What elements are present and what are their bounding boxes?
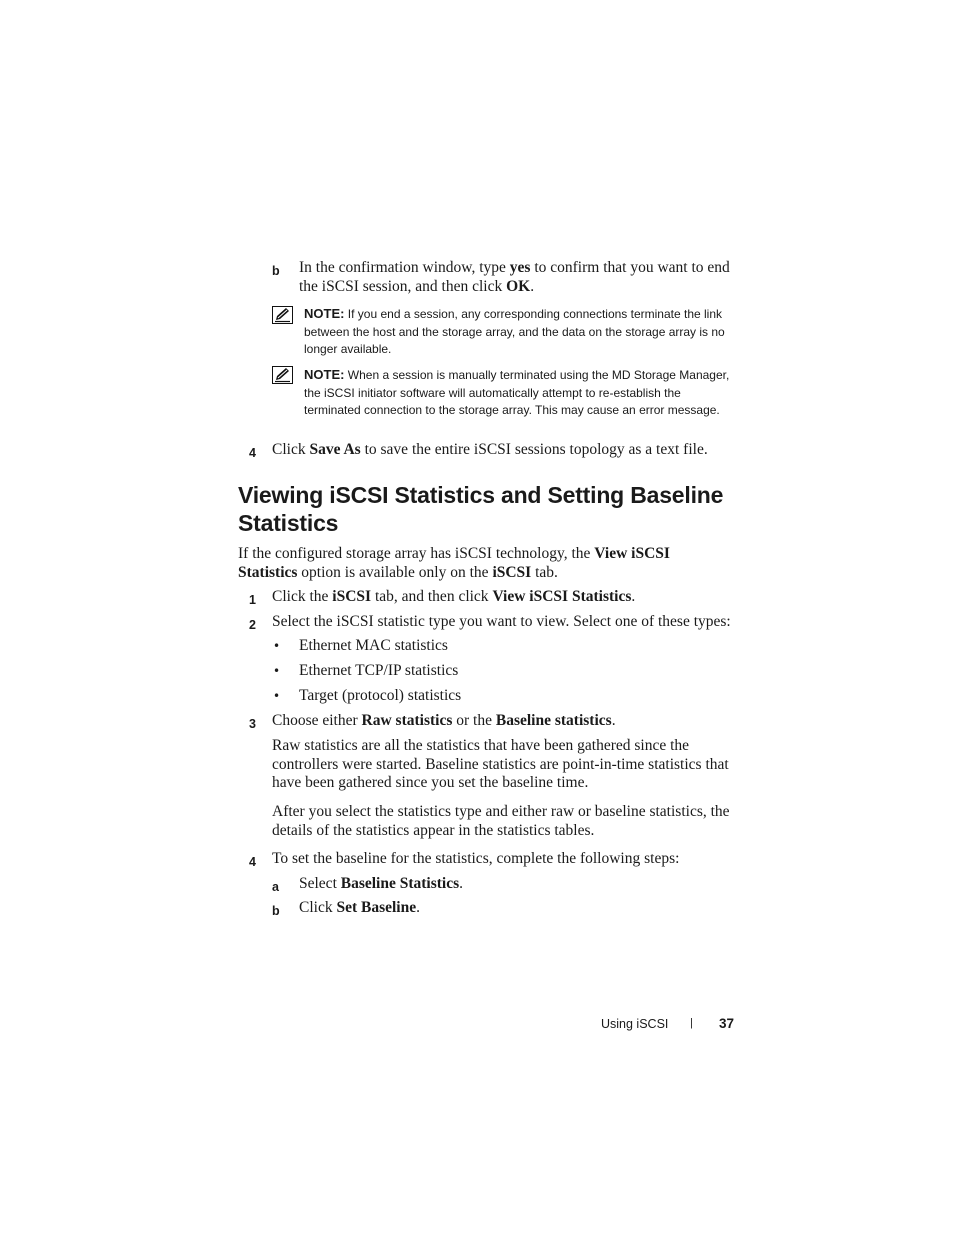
bullet-symbol: • [273,664,281,678]
step-marker-b: b [272,264,280,278]
list-item: Ethernet TCP/IP statistics [299,662,459,679]
step-marker-3: 3 [249,717,256,731]
step-3-text: Choose either Raw statistics or the Baseline statistics. [272,712,616,729]
step-1-text: Click the iSCSI tab, and then click View iSCSI Statistics. [272,588,636,605]
step-marker-1: 1 [249,593,256,607]
step-marker-4: 4 [249,446,256,460]
note-1: NOTE: If you end a session, any corresponding connections terminate the link between the host and the storage array, and the data on the storage array is no longer available. [304,306,725,356]
substep-marker-b: b [272,904,280,918]
step-marker-4: 4 [249,855,256,869]
step-marker-2: 2 [249,618,256,632]
bullet-symbol: • [273,639,281,653]
step-4-baseline-text: To set the baseline for the statistics, complete the following steps: [272,850,680,867]
step-4-save-as-text: Click Save As to save the entire iSCSI sessions topology as a text file. [272,441,708,458]
intro-paragraph: If the configured storage array has iSCSI technology, the View iSCSI Statistics option is available only on the iSCSI tab. [238,545,670,581]
step-b-confirm-text: In the confirmation window, type yes to confirm that you want to end the iSCSI session, and then click OK. [299,259,730,295]
step-3-paragraph-after: After you select the statistics type and either raw or baseline statistics, the details of the statistics appear in the statistics tables. [272,803,730,839]
note-pencil-icon [272,366,293,389]
footer-section-title: Using iSCSI [601,1017,669,1031]
substep-a-text: Select Baseline Statistics. [299,875,464,892]
substep-b-text: Click Set Baseline. [299,899,420,916]
substep-marker-a: a [272,880,279,894]
bullet-symbol: • [273,689,281,703]
list-item: Target (protocol) statistics [299,687,462,704]
page-number: 37 [719,1016,735,1031]
section-heading: Viewing iSCSI Statistics and Setting Baseline Statistics [238,482,724,536]
step-3-paragraph-raw: Raw statistics are all the statistics that have been gathered since the controllers were started. Baseline statistics are point-in-time statistics that have been gathered since you set the baseline time. [272,737,729,791]
note-pencil-icon [272,306,293,329]
note-2: NOTE: When a session is manually terminated using the MD Storage Manager, the iSCSI initiator software will automatically attempt to re-establish the terminated connection to the storage array. This may cause an error message. [304,367,730,417]
list-item: Ethernet MAC statistics [299,637,448,654]
step-2-text: Select the iSCSI statistic type you want to view. Select one of these types: [272,613,731,630]
footer-separator: | [690,1017,693,1029]
